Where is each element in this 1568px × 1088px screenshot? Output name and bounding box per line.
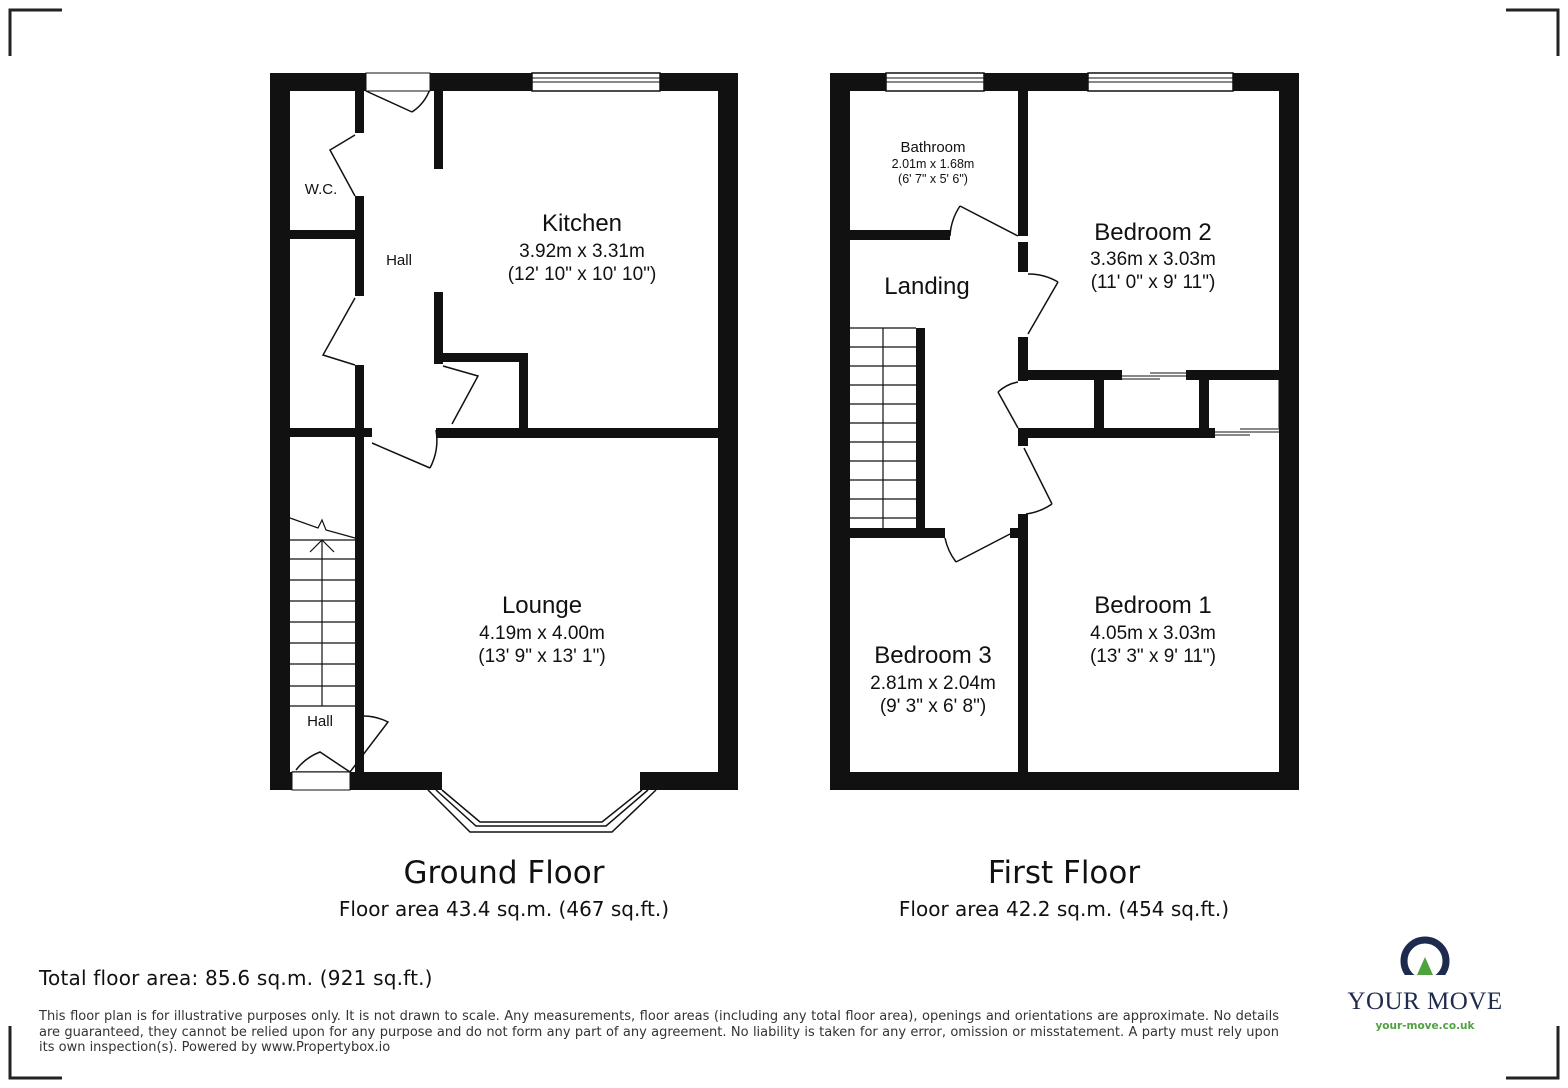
bedroom2-imperial: (11' 0" x 9' 11") [1090,272,1216,293]
lounge-imperial: (13' 9" x 13' 1") [478,646,606,667]
bedroom1-metric: 4.05m x 3.03m [1090,623,1216,644]
bedroom1-name: Bedroom 1 [1094,592,1212,619]
brand-url[interactable]: your-move.co.uk [1375,1020,1475,1032]
bedroom2-metric: 3.36m x 3.03m [1090,249,1216,270]
first-floor-plan [830,73,1299,921]
first-floor-stairs [850,328,916,528]
corner-marks [10,10,1558,1078]
kitchen-window [532,73,660,91]
bedroom3-name: Bedroom 3 [874,642,992,669]
kitchen-metric: 3.92m x 3.31m [519,241,645,262]
hall-upper-name: Hall [386,252,412,269]
ground-floor-title: Ground Floor [403,855,605,891]
landing-name: Landing [884,273,970,300]
lounge-name: Lounge [501,592,583,619]
ground-floor-walls [270,73,738,790]
bedroom1-imperial: (13' 3" x 9' 11") [1089,646,1217,667]
first-floor-title: First Floor [987,855,1141,891]
ground-floor-area: Floor area 43.4 sq.m. (467 sq.ft.) [338,897,670,921]
kitchen-imperial: (12' 10" x 10' 10") [507,264,657,285]
disclaimer-text: This floor plan is for illustrative purposes only. It is not drawn to scale. Any measurements, floor areas (including any total floor area), openings and orientations are approximate. No details are guaranteed, they cannot be relied upon for any purpose and do not form any part of any agreement. No liability is taken for any error, omission or misstatement. A party must rely upon its own inspection(s). Powered by www.Propertybox.io [39,1009,1279,1055]
lounge-bay-window [428,790,656,832]
bedroom3-metric: 2.81m x 2.04m [870,673,996,694]
bathroom-metric: 2.01m x 1.68m [891,157,975,171]
bedroom2-name: Bedroom 2 [1094,219,1212,246]
kitchen-name: Kitchen [541,210,623,237]
ground-floor-plan [270,73,738,921]
bathroom-name: Bathroom [900,139,966,156]
wc-name: W.C. [304,181,338,198]
first-floor-area: Floor area 42.2 sq.m. (454 sq.ft.) [898,897,1230,921]
bedroom3-imperial: (9' 3" x 6' 8") [879,696,987,717]
lounge-metric: 4.19m x 4.00m [479,623,605,644]
ground-floor-stairs [290,518,355,706]
hall-lower-name: Hall [307,713,333,730]
bathroom-imperial: (6' 7" x 5' 6") [898,172,968,186]
location-pin-icon [1395,935,1455,987]
brand-name: YOUR MOVE [1347,988,1503,1015]
brand-logo [1340,935,1510,1035]
total-floor-area: Total floor area: 85.6 sq.m. (921 sq.ft.) [39,966,433,990]
